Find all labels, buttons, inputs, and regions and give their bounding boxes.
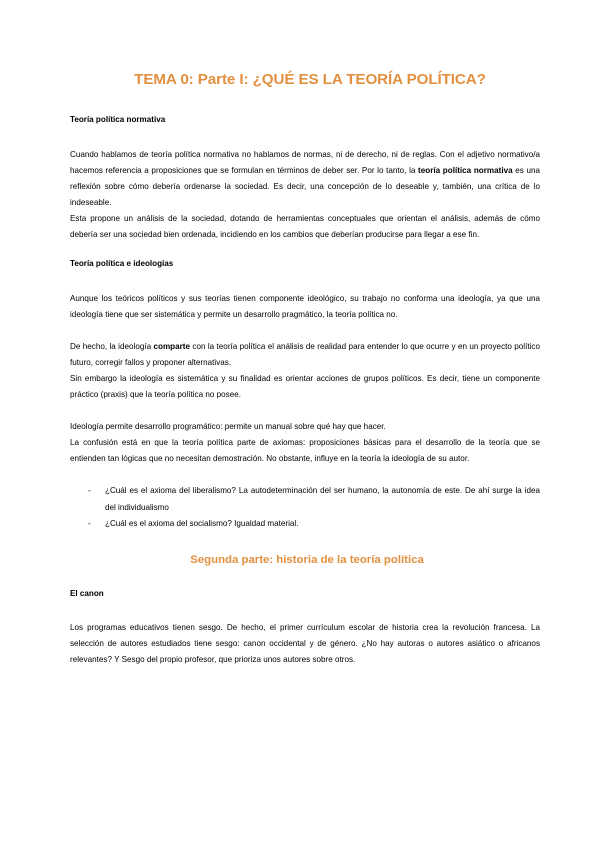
spacer xyxy=(70,126,540,147)
list-item-text: ¿Cuál es el axioma del liberalismo? La autodeterminación del ser humano, la autonomía de este. De ahí surge la idea del individualismo xyxy=(105,486,540,512)
spacer xyxy=(70,599,540,620)
list-item xyxy=(70,516,540,532)
page-title: TEMA 0: Parte I: ¿QUÉ ES LA TEORÍA POLÍTICA? xyxy=(134,71,486,88)
spacer xyxy=(70,270,540,291)
paragraph-normativa-1-emphasis: teoría política normativa xyxy=(418,165,513,175)
dash-marker-icon: - xyxy=(88,486,91,496)
paragraph-ideologias-2-pre: De hecho, la ideología xyxy=(70,341,154,351)
spacer xyxy=(70,89,540,115)
axiom-list xyxy=(70,483,540,531)
paragraph-ideologias-1: Aunque los teóricos políticos y sus teorías tienen componente ideológico, su trabajo no conforma una ideología, ya que una ideología tiene que ser sistemática y permite un desarrollo pragmático, la teoría política no. xyxy=(70,293,540,319)
paragraph-ideologias-4: Ideología permite desarrollo programático: permite un manual sobre qué hay que hacer. xyxy=(70,422,386,432)
spacer xyxy=(70,323,540,339)
paragraph-ideologias-2-emphasis: comparte xyxy=(153,341,191,351)
heading-teoria-politica-e-ideologias: Teoría política e ideologías xyxy=(70,259,174,269)
heading-teoria-politica-normativa: Teoría política normativa xyxy=(70,115,166,124)
list-item-text: ¿Cuál es el axioma del socialismo? Igualdad material. xyxy=(105,518,299,528)
spacer xyxy=(70,467,540,483)
heading-el-canon: El canon xyxy=(70,588,104,598)
paragraph-normativa-1-pre: Cuando hablamos de teoría política normativa no hablamos de normas, ni de derecho, ni de reglas. Con el adjetivo normativo/a hacemos referencia a proposiciones que se formulan en términos de deber ser. Por lo tanto, la xyxy=(70,149,540,175)
paragraph-ideologias-3: Sin embargo la ideología es sistemática y su finalidad es orientar acciones de grupos políticos. Es decir, tiene un componente práctico (praxis) que la teoría política no posee. xyxy=(70,373,540,400)
heading-segunda-parte: Segunda parte: historia de la teoría política xyxy=(190,553,424,566)
paragraph-normativa-1-post: es una reflexión sobre cómo debería ordenarse la sociedad. Es decir, una concepción de lo deseable y, también, una crítica de lo indeseable. xyxy=(70,165,540,207)
paragraph-ideologias-2-post: con la teoría política el análisis de realidad para entender lo que ocurre y en un proyecto político futuro, corregir fallos y proponer alternativas. xyxy=(70,341,540,367)
paragraph-normativa-2: Esta propone un análisis de la sociedad, dotando de herramientas conceptuales que orientan el análisis, además de cómo debería ser una sociedad bien ordenada, incidiendo en los cambios que deberían producirse para llegar a ese fin. xyxy=(70,213,540,239)
dash-marker-icon: - xyxy=(88,518,91,528)
spacer xyxy=(70,403,540,419)
spacer xyxy=(70,568,540,589)
paragraph-ideologias-2 xyxy=(70,339,540,371)
paragraph-canon-1: Los programas educativos tienen sesgo. De hecho, el primer currículum escolar de historia crea la revolución francesa. La selección de autores estudiados tiene sesgo: canon occidental y de género. ¿No hay autoras o autores asiático o africanos relevantes? Y Sesgo del propio profesor, que prioriza unos autores sobre otros. xyxy=(70,623,540,665)
paragraph-ideologias-5: La confusión está en que la teoría política parte de axiomas: proposiciones básicas para el desarrollo de la teoría que se entienden tan lógicas que no necesitan demostración. No obstante, influye en la teoría la ideología de su autor. xyxy=(70,438,540,464)
spacer xyxy=(70,532,540,553)
spacer xyxy=(70,243,540,259)
paragraph-normativa-1 xyxy=(70,147,540,211)
list-item xyxy=(70,483,540,515)
